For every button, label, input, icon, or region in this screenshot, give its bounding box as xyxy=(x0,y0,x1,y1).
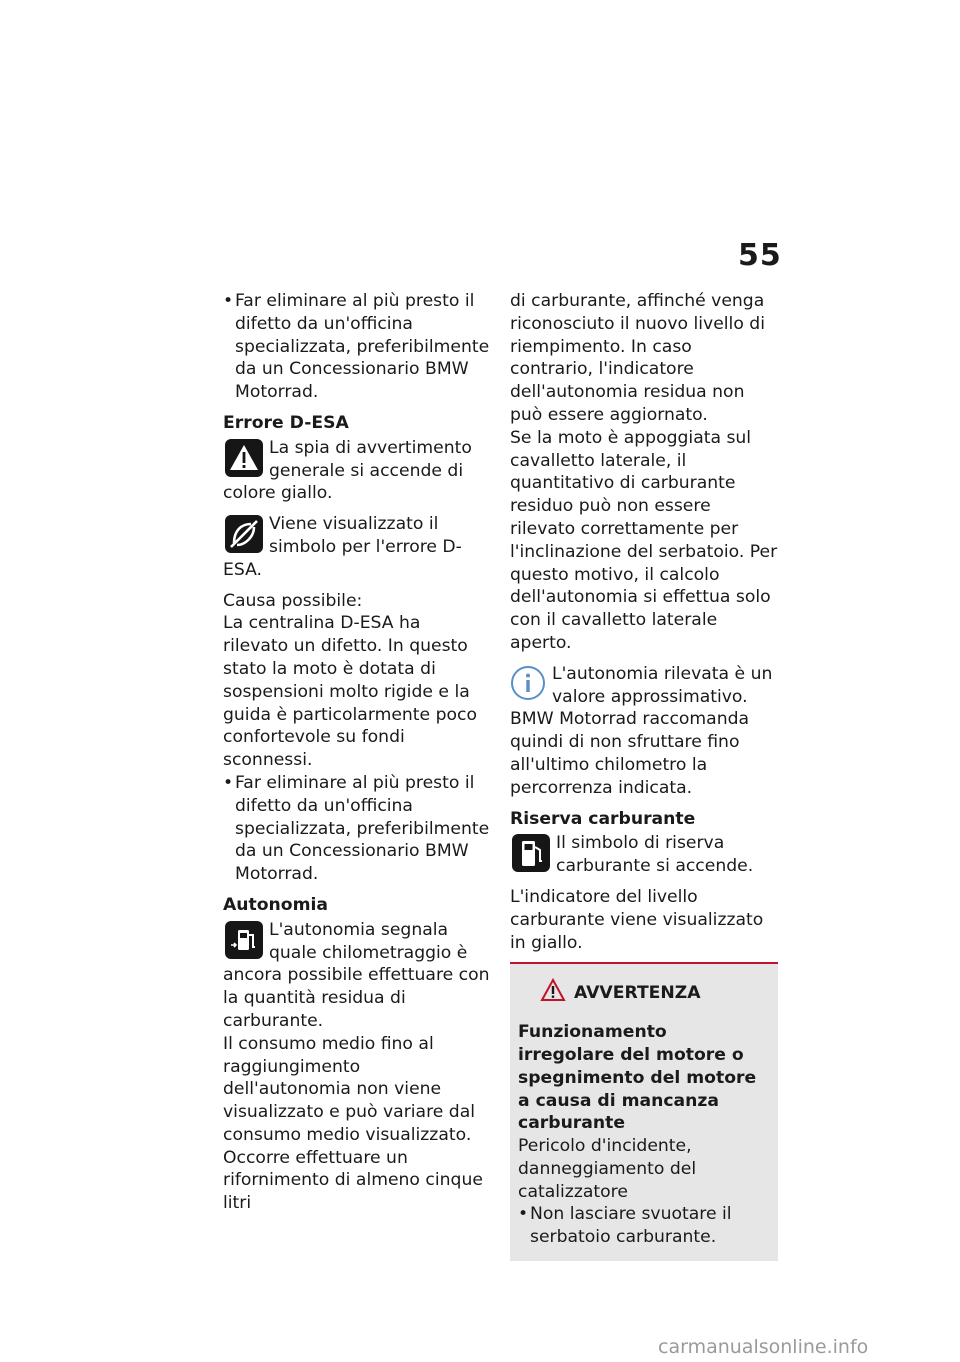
warning-text: Pericolo d'incidente, danneggiamento del catalizzatore xyxy=(518,1136,697,1202)
bullet-dot: • xyxy=(518,1204,529,1225)
section-heading-d-esa: Errore D-ESA xyxy=(223,412,349,433)
paragraph: L'autonomia rilevata è un valore approssimativo. BMW Motorrad raccomanda quindi di non sfruttare fino all'ultimo chilometro la percorrenza indicata. xyxy=(510,663,773,798)
bullet-item xyxy=(223,772,491,886)
warning-subtitle: Funzionamento irregolare del motore o spegnimento del motore a causa di mancanza carburante xyxy=(518,1022,757,1134)
paragraph: Viene visualizzato il simbolo per l'errore D-ESA. xyxy=(223,514,462,580)
fuel-reserve-icon xyxy=(512,834,550,872)
d-esa-error-icon xyxy=(225,515,263,553)
footer-watermark: carmanualsonline.info xyxy=(658,1336,869,1358)
general-warning-icon xyxy=(225,439,263,477)
range-fuel-icon xyxy=(225,921,263,959)
paragraph: L'autonomia segnala quale chilometraggio è ancora possibile effettuare con la quantità residua di carburante. xyxy=(223,919,490,1031)
warning-title: AVVERTENZA xyxy=(574,983,701,1004)
paragraph: La centralina D-ESA ha rilevato un difetto. In questo stato la moto è dotata di sospensioni molto rigide e la guida è particolarmente poco confortevole su fondi sconnessi. xyxy=(223,613,477,771)
info-icon xyxy=(510,665,546,701)
paragraph: L'indicatore del livello carburante viene visualizzato in giallo. xyxy=(510,886,764,953)
left-column xyxy=(223,290,491,1215)
bullet-text: Far eliminare al più presto il difetto da un'officina specializzata, preferibilmente da un Concessionario BMW Motorrad. xyxy=(235,772,490,885)
right-column xyxy=(510,290,778,1261)
paragraph: Occorre effettuare un rifornimento di almeno cinque litri xyxy=(223,1147,483,1214)
paragraph: Il simbolo di riserva carburante si accende. xyxy=(510,832,778,878)
paragraph: La spia di avvertimento generale si accende di colore giallo. xyxy=(223,437,472,504)
page-number: 55 xyxy=(738,238,782,273)
section-heading-autonomia: Autonomia xyxy=(223,894,329,915)
paragraph: di carburante, affinché venga riconosciuto il nuovo livello di riempimento. In caso contrario, l'indicatore dell'autonomia residua non può essere aggiornato. xyxy=(510,291,765,425)
bullet-dot: • xyxy=(223,772,234,793)
paragraph: Se la moto è appoggiata sul cavalletto laterale, il quantitativo di carburante residuo può non essere rilevato correttamente per l'inclinazione del serbatoio. Per questo motivo, il calcolo dell'autonomia si effettua solo con il cavalletto laterale aperto. xyxy=(510,427,778,653)
warning-box xyxy=(510,962,778,1261)
warning-header xyxy=(540,978,768,1009)
bullet-item xyxy=(223,290,491,404)
warning-triangle-icon xyxy=(540,978,566,1009)
paragraph: Il consumo medio fino al raggiungimento dell'autonomia non viene visualizzato e può variare dal consumo medio visualizzato. xyxy=(223,1033,476,1145)
paragraph: Causa possibile: xyxy=(223,590,363,611)
section-heading-riserva: Riserva carburante xyxy=(510,808,696,829)
bullet-dot: • xyxy=(223,291,234,311)
bullet-item xyxy=(518,1203,768,1249)
bullet-text: Far eliminare al più presto il difetto da un'officina specializzata, preferibilmente da un Concessionario BMW Motorrad. xyxy=(235,291,490,403)
bullet-text: Non lasciare svuotare il serbatoio carburante. xyxy=(530,1204,732,1248)
